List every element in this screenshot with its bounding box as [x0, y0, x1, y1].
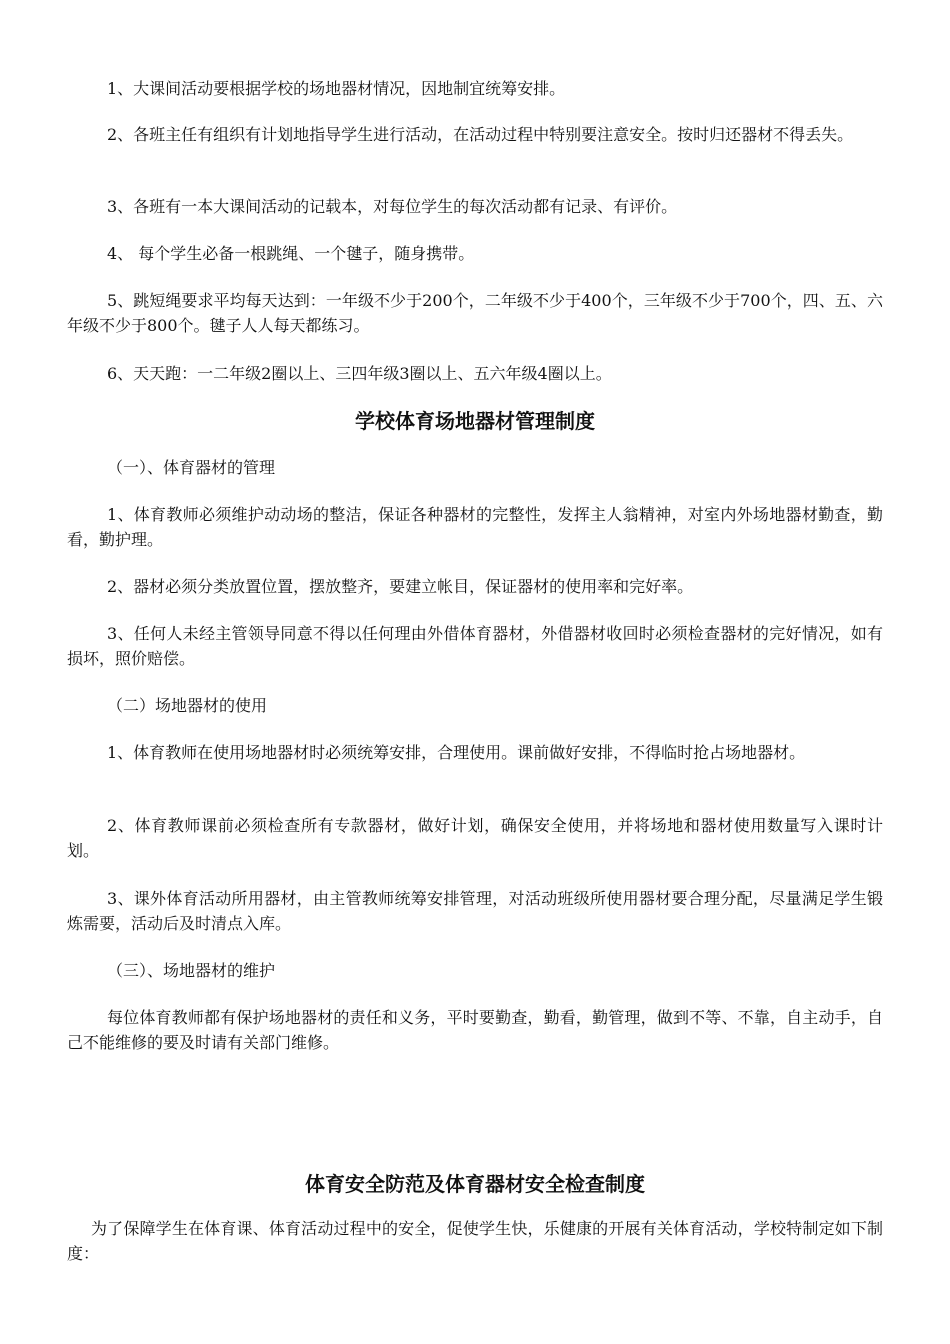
equipment-maintenance-rule: 每位体育教师都有保护场地器材的责任和义务，平时要勤查，勤看，勤管理，做到不等、不靠，自主动手，自己不能维修的要及时请有关部门维修。 [67, 1008, 883, 1052]
equipment-management-heading: （一）、体育器材的管理 [107, 458, 276, 477]
activity-rule-6: 6、天天跑：一二年级2圈以上、三四年级3圈以上、五六年级4圈以上。 [107, 364, 612, 383]
equipment-management-title: 学校体育场地器材管理制度 [355, 409, 595, 433]
equipment-management-rule-1: 1、体育教师必须维护动动场的整洁，保证各种器材的完整性，发挥主人翁精神，对室内外场地器材勤查，勤看，勤护理。 [67, 505, 883, 549]
safety-inspection-intro: 为了保障学生在体育课、体育活动过程中的安全，促使学生快，乐健康的开展有关体育活动，学校特制定如下制度： [67, 1219, 883, 1263]
equipment-use-rule-3: 3、课外体育活动所用器材，由主管教师统筹安排管理，对活动班级所使用器材要合理分配，尽量满足学生锻炼需要，活动后及时清点入库。 [67, 889, 883, 933]
activity-rule-3: 3、各班有一本大课间活动的记载本，对每位学生的每次活动都有记录、有评价。 [107, 197, 678, 216]
safety-inspection-title: 体育安全防范及体育器材安全检查制度 [305, 1172, 645, 1196]
equipment-management-rule-2: 2、器材必须分类放置位置，摆放整齐，要建立帐目，保证器材的使用率和完好率。 [107, 577, 694, 596]
activity-rule-5: 5、跳短绳要求平均每天达到：一年级不少于200个，二年级不少于400个，三年级不少于700个，四、五、六年级不少于800个。毽子人人每天都练习。 [67, 291, 883, 335]
equipment-maintenance-heading: （三）、场地器材的维护 [107, 961, 276, 980]
activity-rule-2: 2、各班主任有组织有计划地指导学生进行活动，在活动过程中特别要注意安全。按时归还器材不得丢失。 [107, 125, 854, 144]
activity-rule-1: 1、大课间活动要根据学校的场地器材情况，因地制宜统筹安排。 [107, 79, 566, 98]
equipment-management-rule-3: 3、任何人未经主管领导同意不得以任何理由外借体育器材，外借器材收回时必须检查器材的完好情况，如有损坏，照价赔偿。 [67, 624, 883, 668]
activity-rule-4: 4、 每个学生必备一根跳绳、一个毽子，随身携带。 [107, 244, 475, 263]
equipment-use-heading: （二）场地器材的使用 [107, 696, 268, 715]
equipment-use-rule-1: 1、体育教师在使用场地器材时必须统筹安排，合理使用。课前做好安排，不得临时抢占场地器材。 [107, 743, 806, 762]
equipment-use-rule-2: 2、体育教师课前必须检查所有专款器材，做好计划，确保安全使用，并将场地和器材使用数量写入课时计划。 [67, 816, 883, 860]
